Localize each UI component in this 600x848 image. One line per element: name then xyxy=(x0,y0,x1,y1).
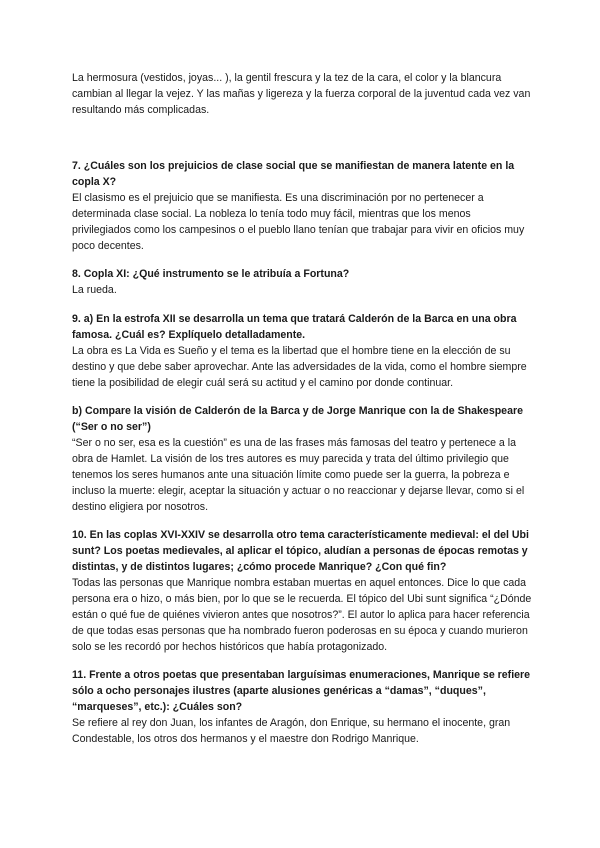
question-11-heading: 11. Frente a otros poetas que presentaban larguísimas enumeraciones, Manrique se refiere sólo a ocho personajes ilustres (aparte alusiones genéricas a “damas”, “duques”, “marqueses”, etc.): ¿Cuáles son? xyxy=(72,669,531,713)
question-8-heading: 8. Copla XI: ¿Qué instrumento se le atribuía a Fortuna? xyxy=(72,268,350,280)
question-7-section xyxy=(72,158,532,254)
document-page xyxy=(72,70,532,747)
question-8-section xyxy=(72,266,532,298)
question-9a-answer: La obra es La Vida es Sueño y el tema es la libertad que el hombre tiene en la elección de su destino y que debe saber aprovechar. Ante las adversidades de la vida, como el hombre siempre tiene la posibilidad de elegir cuál será su actitud y el camino por donde continuar. xyxy=(72,345,527,389)
question-9b-heading: b) Compare la visión de Calderón de la Barca y de Jorge Manrique con la de Shakespeare (“Ser o no ser”) xyxy=(72,405,523,433)
question-10-heading: 10. En las coplas XVI-XXIV se desarrolla otro tema característicamente medieval: el del Ubi sunt? Los poetas medievales, al aplicar el tópico, aludían a personas de épocas remotas y distintas, y de distintos lugares; ¿cómo procede Manrique? ¿Con qué fin? xyxy=(72,529,529,573)
question-9a-section xyxy=(72,311,532,391)
question-10-section xyxy=(72,527,532,655)
question-10-answer: Todas las personas que Manrique nombra estaban muertas en aquel entonces. Dice lo que cada persona era o hizo, o más bien, por lo que se le recuerda. El tópico del Ubi sunt significa “¿Dónde están o qué fue de quiénes vivieron antes que nosotros?”. El autor lo aplica para hacer referencia de que todas esas personas que ha nombrado fueron poderosas en su época y cuando murieron solo se les recordó por hechos históricos que había protagonizado. xyxy=(72,577,532,653)
intro-paragraph: La hermosura (vestidos, joyas... ), la gentil frescura y la tez de la cara, el color y la blancura cambian al llegar la vejez. Y las mañas y ligereza y la fuerza corporal de la juventud cada vez van resultando más complicadas. xyxy=(72,72,531,116)
question-7-answer: El clasismo es el prejuicio que se manifiesta. Es una discriminación por no pertenecer a determinada clase social. La nobleza lo tenía todo muy fácil, mientras que los menos privilegiados como los campesinos o el pueblo llano tenían que trabajar para vivir en oficios muy poco decentes. xyxy=(72,192,525,252)
intro-section xyxy=(72,70,532,118)
question-8-answer: La rueda. xyxy=(72,284,117,296)
question-11-answer: Se refiere al rey don Juan, los infantes de Aragón, don Enrique, su hermano el inocente, gran Condestable, los otros dos hermanos y el maestre don Rodrigo Manrique. xyxy=(72,717,511,745)
question-9a-heading: 9. a) En la estrofa XII se desarrolla un tema que tratará Calderón de la Barca en una obra famosa. ¿Cuál es? Explíquelo detalladamente. xyxy=(72,313,517,341)
question-7-heading: 7. ¿Cuáles son los prejuicios de clase social que se manifiestan de manera latente en la copla X? xyxy=(72,160,515,188)
question-9b-answer: “Ser o no ser, esa es la cuestión” es una de las frases más famosas del teatro y pertenece a la obra de Hamlet. La visión de los tres autores es muy parecida y trata del último privilegio que tenemos los seres humanos ante una situación límite como puede ser la guerra, la pobreza e incluso la muerte: elegir, aceptar la situación y actuar o no reaccionar y dejarse llevar, como si el destino eligiera por nosotros. xyxy=(72,437,525,513)
question-11-section xyxy=(72,667,532,747)
question-9b-section xyxy=(72,403,532,515)
